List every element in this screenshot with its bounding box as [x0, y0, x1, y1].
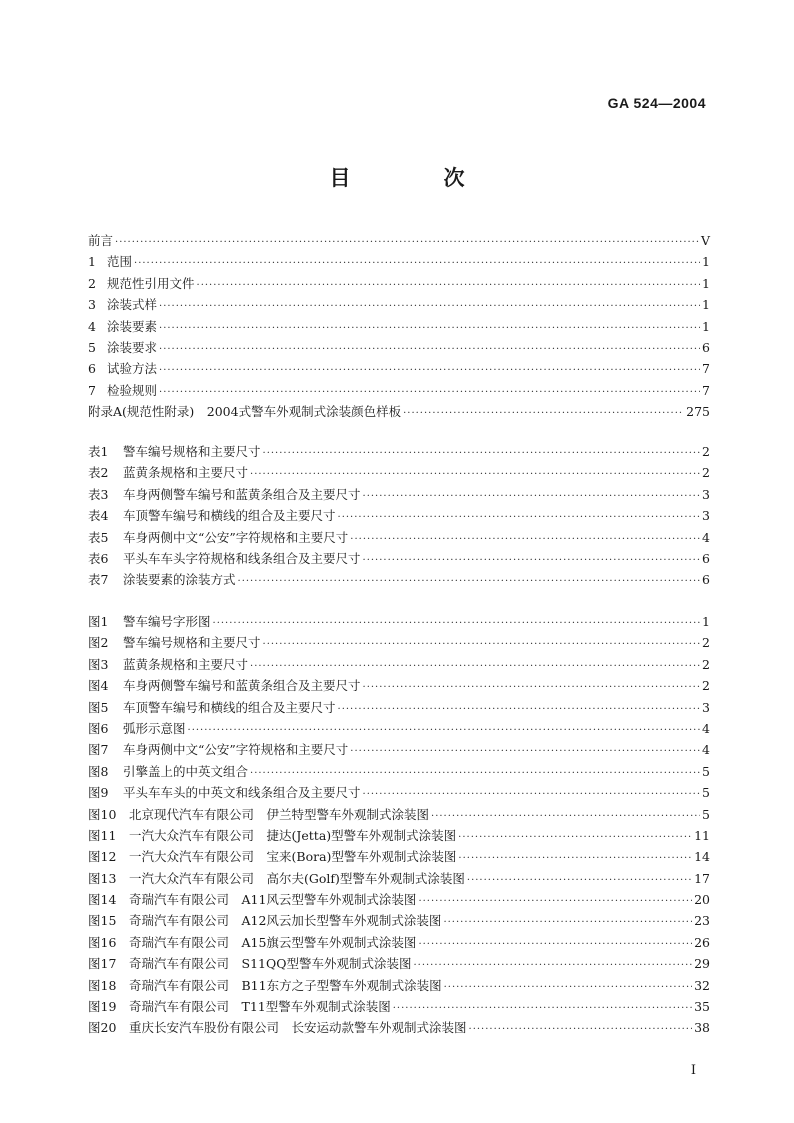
toc-entry-title: 一汽大众汽车有限公司 高尔夫(Golf)型警车外观制式涂装图 [129, 870, 465, 886]
toc-entry-number: 表6 [88, 550, 109, 566]
dot-leader [467, 870, 692, 891]
toc-entry[interactable] [88, 910, 710, 931]
toc-entry-number: 7 [88, 382, 96, 398]
toc-entry-title: 平头车车头字符规格和线条组合及主要尺寸 [123, 550, 361, 566]
toc-entry-page: 1 [702, 318, 710, 334]
toc-entry-page: 6 [702, 550, 710, 566]
dot-leader [263, 443, 701, 464]
toc-entry-title: 车身两侧警车编号和蓝黄条组合及主要尺寸 [123, 486, 361, 502]
toc-entry-title: 蓝黄条规格和主要尺寸 [123, 656, 249, 672]
toc-entry[interactable] [88, 953, 710, 974]
toc-entry[interactable] [88, 825, 710, 846]
toc-entry-page: 20 [694, 892, 710, 908]
toc-entry-number: 表4 [88, 508, 109, 524]
toc-entry-title: 奇瑞汽车有限公司 T11型警车外观制式涂装图 [129, 999, 391, 1015]
toc-entry[interactable] [88, 782, 710, 803]
toc-entry-page: 7 [702, 361, 710, 377]
toc-entry-number: 图6 [88, 720, 109, 736]
dot-leader [469, 1019, 693, 1040]
toc-entry-number: 图1 [88, 614, 109, 629]
toc-entry-number: 表5 [88, 529, 109, 545]
toc-entry[interactable] [88, 975, 710, 996]
toc-entry-title: 附录A(规范性附录) 2004式警车外观制式涂装颜色样板 [88, 404, 402, 420]
toc-entry[interactable] [88, 462, 710, 483]
toc-entry-page: 4 [702, 529, 710, 545]
toc-entry-page: 3 [702, 486, 710, 502]
dot-leader [338, 507, 701, 528]
dot-leader [263, 634, 701, 655]
toc-entry-title: 涂装式样 [107, 297, 158, 313]
dot-leader [431, 806, 700, 827]
toc-entry-page: 275 [686, 404, 710, 420]
toc-entry-page: V [700, 233, 710, 248]
dot-leader [159, 382, 700, 403]
toc-entry-number: 图17 [88, 956, 117, 972]
toc-entry-number: 4 [88, 318, 96, 334]
toc-entry-number: 图20 [88, 1020, 117, 1036]
dot-leader [238, 571, 701, 592]
toc-entry-number: 图19 [88, 999, 117, 1015]
toc-entry-title: 奇瑞汽车有限公司 B11东方之子型警车外观制式涂装图 [129, 977, 442, 993]
toc-entry[interactable] [88, 230, 710, 251]
toc-entry-page: 3 [702, 508, 710, 524]
toc-entry-number: 表3 [88, 486, 109, 502]
dot-leader [188, 720, 701, 741]
toc-entry-title: 车身两侧中文“公安”字符规格和主要尺寸 [123, 529, 349, 545]
toc-entry-title: 奇瑞汽车有限公司 A15旗云型警车外观制式涂装图 [129, 934, 417, 950]
toc-entry[interactable] [88, 868, 710, 889]
toc-entry-title: 涂装要素 [107, 318, 158, 334]
toc-entry-title: 车顶警车编号和横线的组合及主要尺寸 [123, 508, 336, 524]
toc-entry-number: 图4 [88, 678, 109, 694]
toc-entry-title: 蓝黄条规格和主要尺寸 [123, 465, 249, 481]
toc-entry-page: 5 [702, 806, 710, 822]
toc-entry[interactable] [88, 804, 710, 825]
page-title: 目 次 [329, 165, 501, 190]
toc-entry-page: 1 [702, 297, 710, 313]
page-number: I [690, 1063, 696, 1078]
dot-leader [363, 677, 701, 698]
dot-leader [363, 784, 701, 805]
toc-entry-title: 奇瑞汽车有限公司 A11风云型警车外观制式涂装图 [129, 892, 417, 908]
toc-sections [88, 230, 710, 423]
toc-entry[interactable] [88, 654, 710, 675]
dot-leader [458, 827, 692, 848]
toc-entry-title: 涂装要求 [107, 339, 158, 355]
toc-entry[interactable] [88, 358, 710, 379]
dot-leader [363, 486, 701, 507]
toc-entry[interactable] [88, 548, 710, 569]
dot-leader [458, 848, 692, 869]
toc-entry-page: 38 [694, 1020, 710, 1036]
toc-entry[interactable] [88, 380, 710, 401]
toc-entry-page: 3 [702, 699, 710, 715]
toc-entry[interactable] [88, 932, 710, 953]
toc-entry-number: 图14 [88, 892, 117, 908]
toc-entry-page: 6 [702, 572, 710, 588]
toc-entry-page: 4 [702, 742, 710, 758]
toc-entry-number: 图13 [88, 870, 117, 886]
toc-entry-page: 35 [694, 999, 710, 1015]
dot-leader [115, 232, 699, 253]
dot-leader [393, 998, 692, 1019]
dot-leader [413, 955, 692, 976]
toc-entry-title: 奇瑞汽车有限公司 S11QQ型警车外观制式涂装图 [129, 956, 412, 972]
toc-entry-number: 图9 [88, 785, 109, 801]
toc-entry[interactable] [88, 889, 710, 910]
dot-leader [159, 296, 700, 317]
toc-figures [88, 611, 710, 1039]
toc-entry-title: 前言 [88, 233, 114, 248]
toc-entry-number: 图2 [88, 635, 109, 651]
toc-entry-number: 2 [88, 275, 96, 291]
toc-entry-number: 图10 [88, 806, 117, 822]
toc-entry-title: 北京现代汽车有限公司 伊兰特型警车外观制式涂装图 [129, 806, 430, 822]
standard-number: GA 524—2004 [607, 95, 706, 111]
toc-entry-number: 图16 [88, 934, 117, 950]
toc-entry[interactable] [88, 739, 710, 760]
toc-entry-title: 车身两侧警车编号和蓝黄条组合及主要尺寸 [123, 678, 361, 694]
toc-entry[interactable] [88, 611, 710, 632]
toc-entry-number: 图5 [88, 699, 109, 715]
toc-entry-title: 奇瑞汽车有限公司 A12风云加长型警车外观制式涂装图 [129, 913, 442, 929]
toc-entry-page: 2 [702, 635, 710, 651]
toc-entry-title: 警车编号字形图 [123, 614, 211, 629]
toc-entry-number: 图8 [88, 763, 109, 779]
toc-entry[interactable] [88, 505, 710, 526]
toc-entry-page: 7 [702, 382, 710, 398]
dot-leader [213, 613, 701, 634]
dot-leader [159, 360, 700, 381]
toc-entry-title: 范围 [107, 254, 133, 270]
toc-entry-page: 4 [702, 720, 710, 736]
toc-entry[interactable] [88, 251, 710, 272]
toc-entry-title: 弧形示意图 [123, 720, 186, 736]
dot-leader [444, 977, 693, 998]
toc-entry-page: 2 [702, 678, 710, 694]
toc-entry-title: 涂装要素的涂装方式 [123, 572, 236, 588]
toc-entry-title: 规范性引用文件 [107, 275, 195, 291]
toc-entry-title: 一汽大众汽车有限公司 捷达(Jetta)型警车外观制式涂装图 [129, 827, 457, 843]
toc-entry[interactable] [88, 718, 710, 739]
toc-entry[interactable] [88, 337, 710, 358]
dot-leader [338, 699, 701, 720]
toc-entry-number: 3 [88, 297, 96, 313]
toc-entry-page: 2 [702, 465, 710, 481]
dot-leader [443, 912, 692, 933]
toc-entry-page: 17 [694, 870, 710, 886]
dot-leader [350, 529, 700, 550]
toc-entry-page: 1 [702, 275, 710, 291]
toc-entry-number: 图11 [88, 827, 117, 843]
dot-leader [363, 550, 701, 571]
toc-entry-number: 图3 [88, 656, 109, 672]
toc-entry-title: 车身两侧中文“公安”字符规格和主要尺寸 [123, 742, 349, 758]
toc-entry[interactable] [88, 569, 710, 590]
toc-entry[interactable] [88, 697, 710, 718]
toc-entry[interactable] [88, 294, 710, 315]
toc-entry[interactable] [88, 527, 710, 548]
toc-entry[interactable] [88, 484, 710, 505]
dot-leader [418, 934, 692, 955]
toc-entry-page: 14 [694, 849, 710, 865]
toc-entry[interactable] [88, 996, 710, 1017]
dot-leader [159, 318, 700, 339]
toc-tables [88, 441, 710, 591]
toc-entry-page: 5 [702, 763, 710, 779]
toc-entry[interactable] [88, 632, 710, 653]
dot-leader [197, 275, 701, 296]
toc-entry[interactable] [88, 761, 710, 782]
dot-leader [159, 339, 700, 360]
toc-entry-page: 5 [702, 785, 710, 801]
toc-entry-page: 6 [702, 339, 710, 355]
dot-leader [134, 253, 700, 274]
toc-entry-page: 1 [702, 254, 710, 270]
toc-entry-title: 警车编号规格和主要尺寸 [123, 635, 261, 651]
toc-entry-page: 23 [694, 913, 710, 929]
toc-entry[interactable] [88, 846, 710, 867]
toc-entry-page: 1 [702, 614, 710, 629]
toc-entry-page: 29 [694, 956, 710, 972]
toc-entry-number: 图15 [88, 913, 117, 929]
toc-entry-title: 平头车车头的中英文和线条组合及主要尺寸 [123, 785, 361, 801]
toc-entry-title: 试验方法 [107, 361, 158, 377]
dot-leader [403, 403, 684, 424]
dot-leader [250, 763, 700, 784]
toc-entry[interactable] [88, 1017, 710, 1038]
dot-leader [418, 891, 692, 912]
toc-entry-number: 1 [88, 254, 96, 270]
toc-entry[interactable] [88, 675, 710, 696]
toc-entry[interactable] [88, 273, 710, 294]
toc-entry[interactable] [88, 441, 710, 462]
toc-entry-title: 检验规则 [107, 382, 158, 398]
toc-entry-number: 图18 [88, 977, 117, 993]
toc-entry[interactable] [88, 401, 710, 422]
toc-entry-number: 图12 [88, 849, 117, 865]
dot-leader [250, 464, 700, 485]
toc-entry-page: 32 [694, 977, 710, 993]
dot-leader [250, 656, 700, 677]
toc-entry[interactable] [88, 316, 710, 337]
toc-entry-number: 5 [88, 339, 96, 355]
toc-entry-number: 表2 [88, 465, 109, 481]
toc-entry-page: 26 [694, 934, 710, 950]
toc-entry-title: 重庆长安汽车股份有限公司 长安运动款警车外观制式涂装图 [129, 1020, 467, 1036]
toc-entry-number: 6 [88, 361, 96, 377]
toc-entry-title: 车顶警车编号和横线的组合及主要尺寸 [123, 699, 336, 715]
toc-entry-title: 一汽大众汽车有限公司 宝来(Bora)型警车外观制式涂装图 [129, 849, 457, 865]
toc-entry-number: 表1 [88, 444, 109, 459]
toc-entry-title: 警车编号规格和主要尺寸 [123, 444, 261, 459]
toc-entry-title: 引擎盖上的中英文组合 [123, 763, 249, 779]
toc-entry-page: 2 [702, 656, 710, 672]
toc-entry-page: 2 [702, 444, 710, 459]
dot-leader [350, 741, 700, 762]
toc-entry-number: 图7 [88, 742, 109, 758]
toc-entry-page: 11 [694, 827, 710, 843]
toc-entry-number: 表7 [88, 572, 109, 588]
